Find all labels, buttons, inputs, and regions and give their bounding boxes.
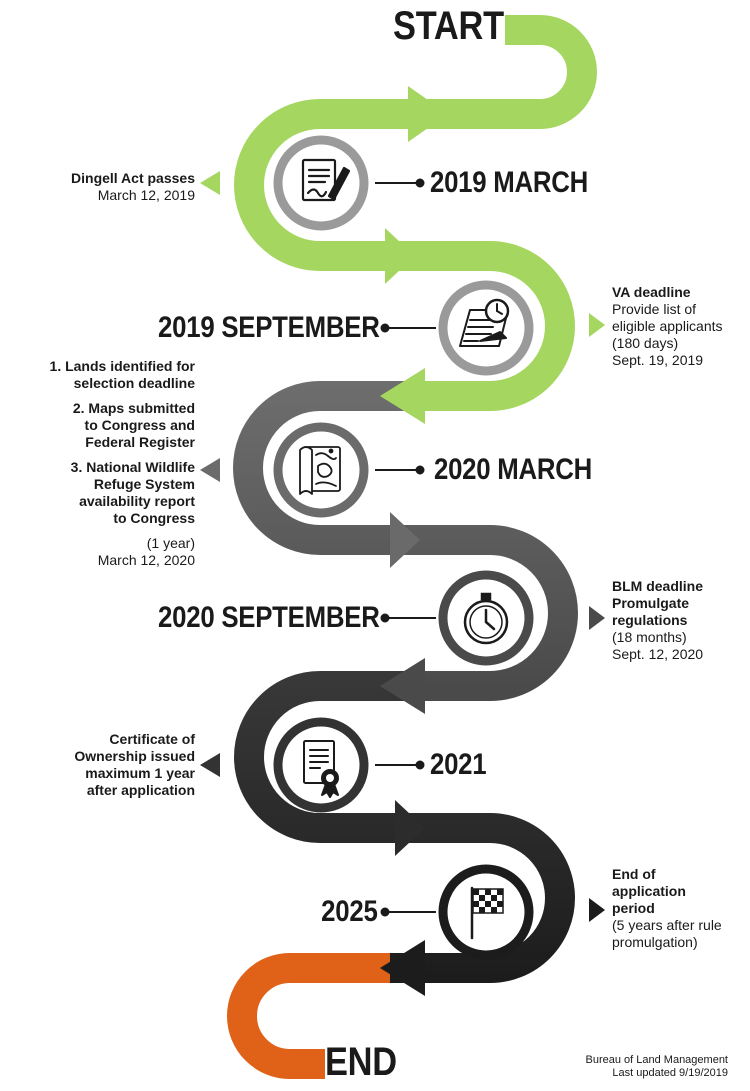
pointer-triangle: [200, 753, 220, 777]
road-arrow: [380, 658, 425, 714]
road-arrow: [395, 800, 425, 856]
note-title: End of: [612, 866, 656, 882]
footer-updated: Last updated 9/19/2019: [612, 1067, 728, 1079]
road-arrow: [390, 512, 420, 568]
note-item: to Congress and: [84, 417, 195, 433]
note-item: 1. Lands identified for: [49, 358, 195, 374]
pointer-triangle: [200, 171, 220, 195]
connector-dot: [382, 909, 389, 916]
note-dingell-act: [71, 170, 195, 204]
note-line: after application: [86, 782, 195, 798]
road-arrow: [408, 86, 448, 142]
note-duration: (18 months): [612, 629, 687, 645]
note-item: availability report: [79, 493, 195, 509]
connector-dot: [417, 762, 424, 769]
milestone-5-date: 2021: [430, 748, 487, 781]
note-certificate: [74, 731, 195, 799]
note-line: Ownership issued: [74, 748, 195, 764]
milestone-4-date: 2020 SEPTEMBER: [158, 601, 380, 634]
note-lands-deadline: [50, 358, 195, 569]
note-detail: (5 years after rule: [612, 917, 722, 933]
note-line: maximum 1 year: [85, 765, 195, 781]
connector-dot: [417, 467, 424, 474]
milestone-4-circle: [443, 575, 529, 661]
note-date: March 12, 2019: [97, 187, 195, 203]
connector-dot: [417, 180, 424, 187]
milestone-3-date: 2020 MARCH: [434, 453, 593, 486]
note-title: period: [612, 900, 655, 916]
milestone-1-date: 2019 MARCH: [430, 166, 589, 199]
note-item: Federal Register: [85, 434, 195, 450]
pointer-triangle: [589, 606, 605, 630]
note-title: regulations: [612, 612, 688, 628]
note-blm-deadline: [612, 578, 703, 663]
note-line: Provide list of: [612, 301, 697, 317]
note-item: 3. National Wildlife: [70, 459, 195, 475]
milestone-3-circle: [278, 427, 364, 513]
note-date: March 12, 2020: [97, 552, 195, 568]
start-label: START: [393, 4, 504, 48]
note-item: 2. Maps submitted: [72, 400, 195, 416]
note-item: selection deadline: [73, 375, 195, 391]
note-title: application: [612, 883, 686, 899]
note-line: (180 days): [612, 335, 679, 351]
pointer-triangle: [200, 458, 220, 482]
note-va-deadline: [612, 284, 723, 369]
footer-credit: [586, 1054, 729, 1080]
note-date: Sept. 19, 2019: [612, 352, 704, 368]
road-arrow: [380, 940, 425, 996]
footer-agency: Bureau of Land Management: [585, 1054, 728, 1066]
note-duration: (1 year): [146, 535, 195, 551]
milestone-6-date: 2025: [321, 895, 378, 928]
milestone-2-circle: [443, 285, 529, 371]
note-item: Refuge System: [93, 476, 195, 492]
road-arrow: [385, 228, 415, 284]
pointer-triangle: [589, 898, 605, 922]
note-title: Promulgate: [612, 595, 690, 611]
note-end-application: [612, 866, 722, 951]
connector-dot: [382, 325, 389, 332]
note-line: eligible applicants: [612, 318, 723, 334]
note-title: Dingell Act passes: [71, 170, 195, 186]
milestone-2-date: 2019 SEPTEMBER: [158, 311, 380, 344]
note-item: to Congress: [113, 510, 195, 526]
connector-dot: [382, 615, 389, 622]
road-arrow: [380, 368, 425, 424]
milestone-5-circle: [278, 722, 364, 808]
milestone-6-circle: [443, 869, 529, 955]
end-label: END: [325, 1040, 397, 1084]
note-line: Certificate of: [109, 731, 195, 747]
milestone-1-circle: [278, 140, 364, 226]
note-date: Sept. 12, 2020: [612, 646, 704, 662]
note-detail: promulgation): [612, 934, 698, 950]
note-title: VA deadline: [612, 284, 691, 300]
note-title: BLM deadline: [612, 578, 704, 594]
pointer-triangle: [589, 313, 605, 337]
